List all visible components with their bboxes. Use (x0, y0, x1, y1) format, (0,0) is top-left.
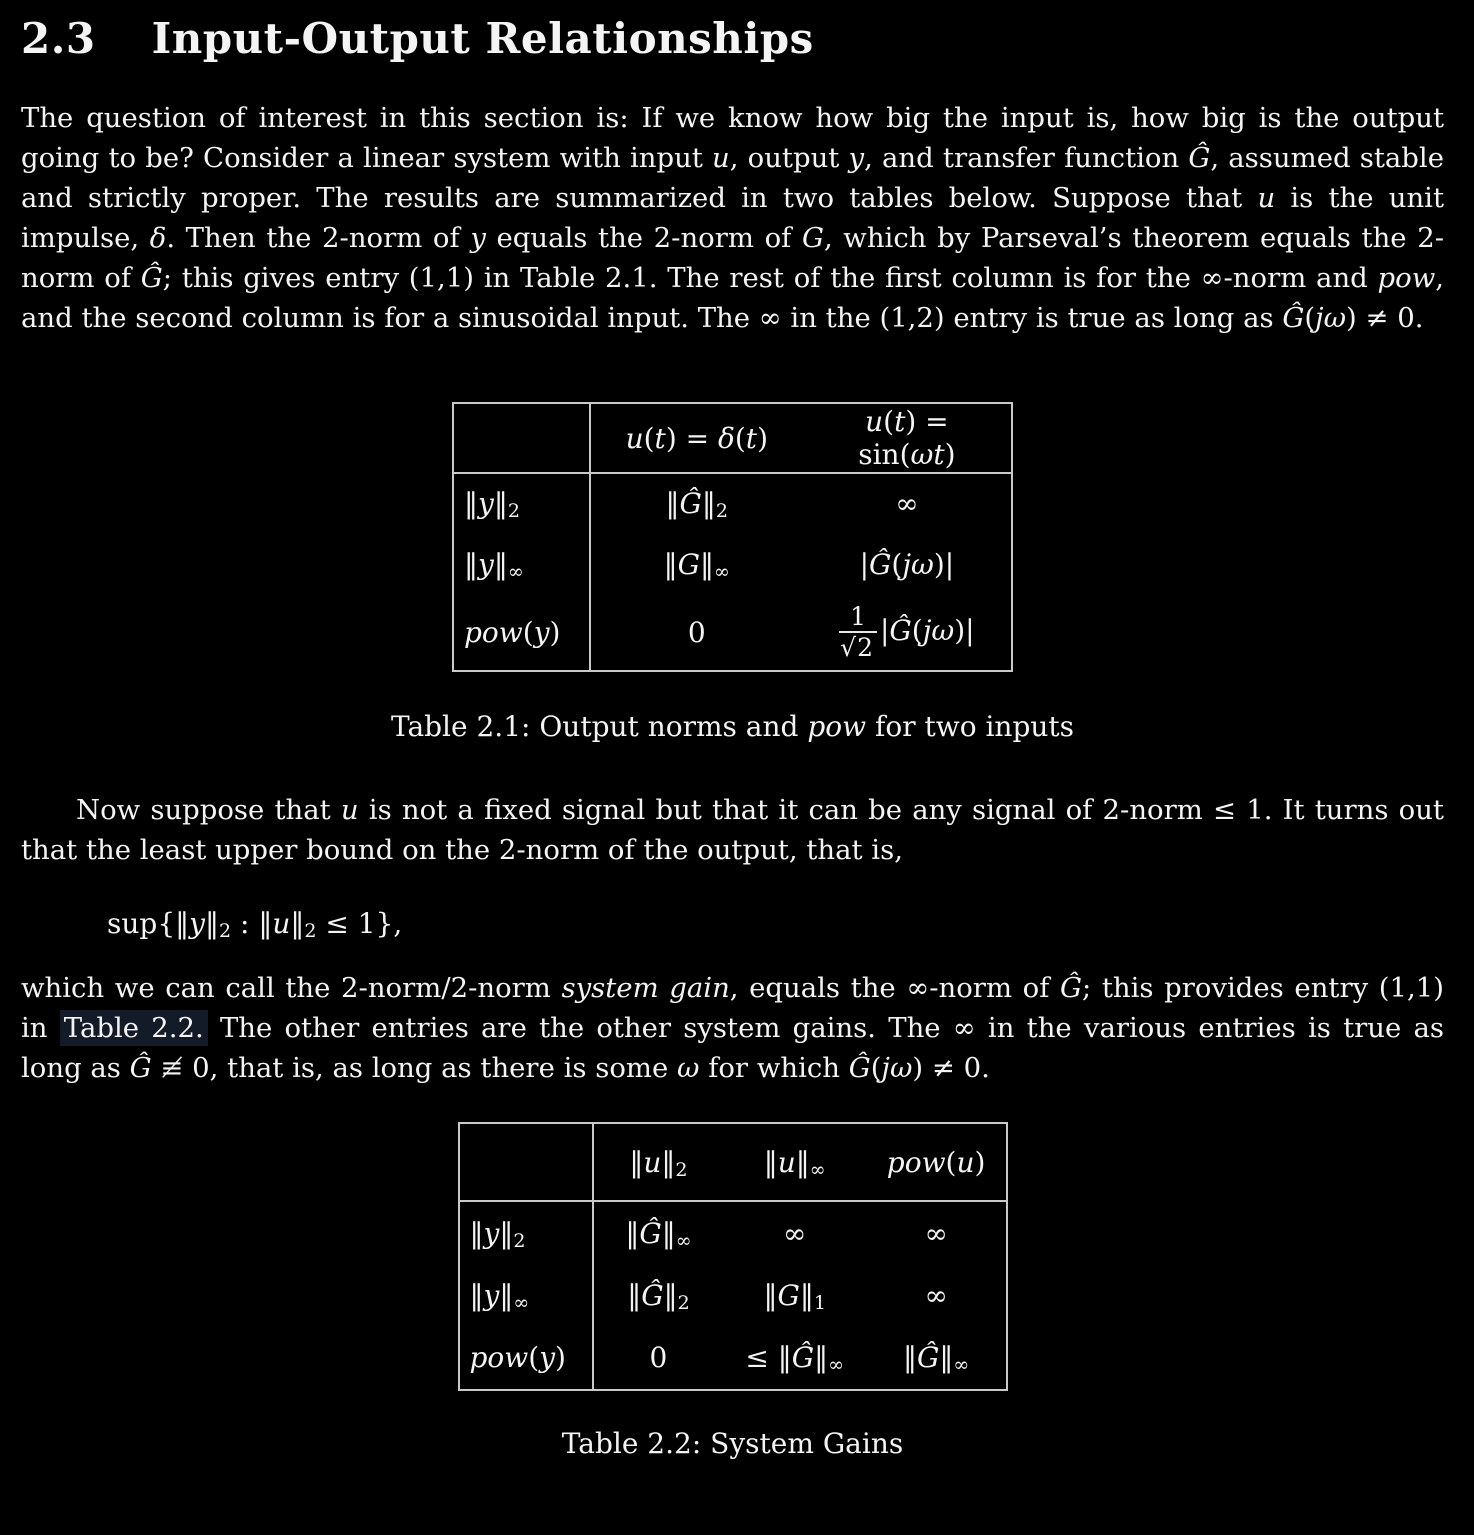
section-number: 2.3 (21, 14, 96, 63)
table-row (453, 595, 1012, 671)
table-row-header: $‖y‖_\infty$ (459, 1264, 594, 1326)
table-2-1-caption: Table 2.1: Output norms and pow for two inputs (390, 710, 1075, 744)
table-row (459, 1326, 1007, 1390)
table-header-row (459, 1123, 1007, 1201)
table-cell: 0 (687, 616, 706, 650)
table-cell: $‖Ĝ‖_\infty$ (903, 1341, 970, 1377)
paragraph-intro: The question of interest in this section is: If we know how big the input is, how big is the output going to be? Consider a linear system with input u, output y, and transfer function Ĝ, assumed stable and strictly proper. The results are summarized in two tables below. Suppose that u is the unit impulse, δ. Then the 2-norm of y equals the 2-norm of G, which by Parseval’s theorem equals the 2-norm of Ĝ; this gives entry (1,1) in Table 2.1. The rest of the first column is for the ∞-norm and pow, and the second column is for a sinusoidal input. The ∞ in the (1,2) entry is true as long as Ĝ(jω) ≠ 0. (21, 102, 1444, 335)
table-cell: ∞ (924, 1278, 948, 1312)
paragraph-system-gain: which we can call the 2-norm/2-norm system gain, equals the ∞-norm of Ĝ; this provides entry (1,1) in Table 2.2. The other entries are the other system gains. The ∞ in the various entries is true as long as Ĝ ≢ 0, that is, as long as there is some ω for which Ĝ(jω) ≠ 0. (21, 972, 1444, 1085)
equation-sup-norm: $sup\{‖y‖_2$ : $‖u‖_2 \le 1$}, (107, 907, 403, 943)
table-header-cell: $‖u‖_\infty$ (723, 1123, 867, 1201)
fraction-trailing-term: |Ĝ(jω)| (879, 614, 975, 648)
table-header-cell: u(t) = sin(ωt) (803, 403, 1012, 473)
table-2-2-link[interactable]: Table 2.2. (60, 1010, 208, 1046)
paragraph-suppose: Now suppose that u is not a fixed signal but that it can be any signal of 2-norm ≤ 1. It turns out that the least upper bound on the 2-norm of the output, that is, (21, 794, 1444, 867)
table-header-cell: u(t) = δ(t) (590, 403, 803, 473)
table-cell: ∞ (895, 487, 919, 521)
table-corner-cell (453, 403, 590, 473)
table-cell: |Ĝ(jω)| (859, 547, 955, 581)
table-cell: ≤ $‖Ĝ‖_\infty$ (745, 1341, 844, 1377)
table-row-header: $‖y‖_2$ (453, 473, 590, 533)
table-cell: $‖Ĝ‖_\infty$ (625, 1216, 692, 1252)
table-2-2-caption: Table 2.2: System Gains (561, 1427, 904, 1461)
table-cell: $‖Ĝ‖_2$ (627, 1278, 690, 1314)
table-row (459, 1201, 1007, 1264)
table-row-header: $‖y‖_2$ (459, 1201, 594, 1264)
table-2-2 (458, 1122, 1008, 1391)
table-cell: ∞ (924, 1216, 948, 1250)
table-cell: $‖G‖_1$ (763, 1278, 826, 1314)
sqrt-symbol: √ (840, 633, 857, 663)
fraction-one-over-sqrt2: $\frac{1}{√2}$ (839, 603, 877, 662)
section-heading (21, 16, 1444, 62)
document-page (0, 16, 1474, 1461)
table-row-header: $‖y‖_\infty$ (453, 533, 590, 595)
table-header-cell: pow(u) (867, 1123, 1007, 1201)
table-cell: $‖G‖_\infty$ (663, 547, 730, 583)
table-row (459, 1264, 1007, 1326)
table-corner-cell (459, 1123, 594, 1201)
table-header-cell: $‖u‖_2$ (593, 1123, 722, 1201)
table-row-header: pow(y) (453, 595, 590, 671)
table-header-row (453, 403, 1012, 473)
section-title: Input-Output Relationships (151, 14, 814, 63)
table-cell (803, 595, 1012, 671)
table-cell: $‖Ĝ‖_2$ (665, 487, 729, 523)
table-2-2-container (21, 1122, 1444, 1391)
table-2-1-container (21, 402, 1444, 672)
table-cell: 0 (649, 1341, 668, 1375)
table-row (453, 533, 1012, 595)
table-cell: ∞ (783, 1216, 807, 1250)
table-2-1 (452, 402, 1013, 672)
table-row-header: pow(y) (459, 1326, 594, 1390)
table-row (453, 473, 1012, 533)
